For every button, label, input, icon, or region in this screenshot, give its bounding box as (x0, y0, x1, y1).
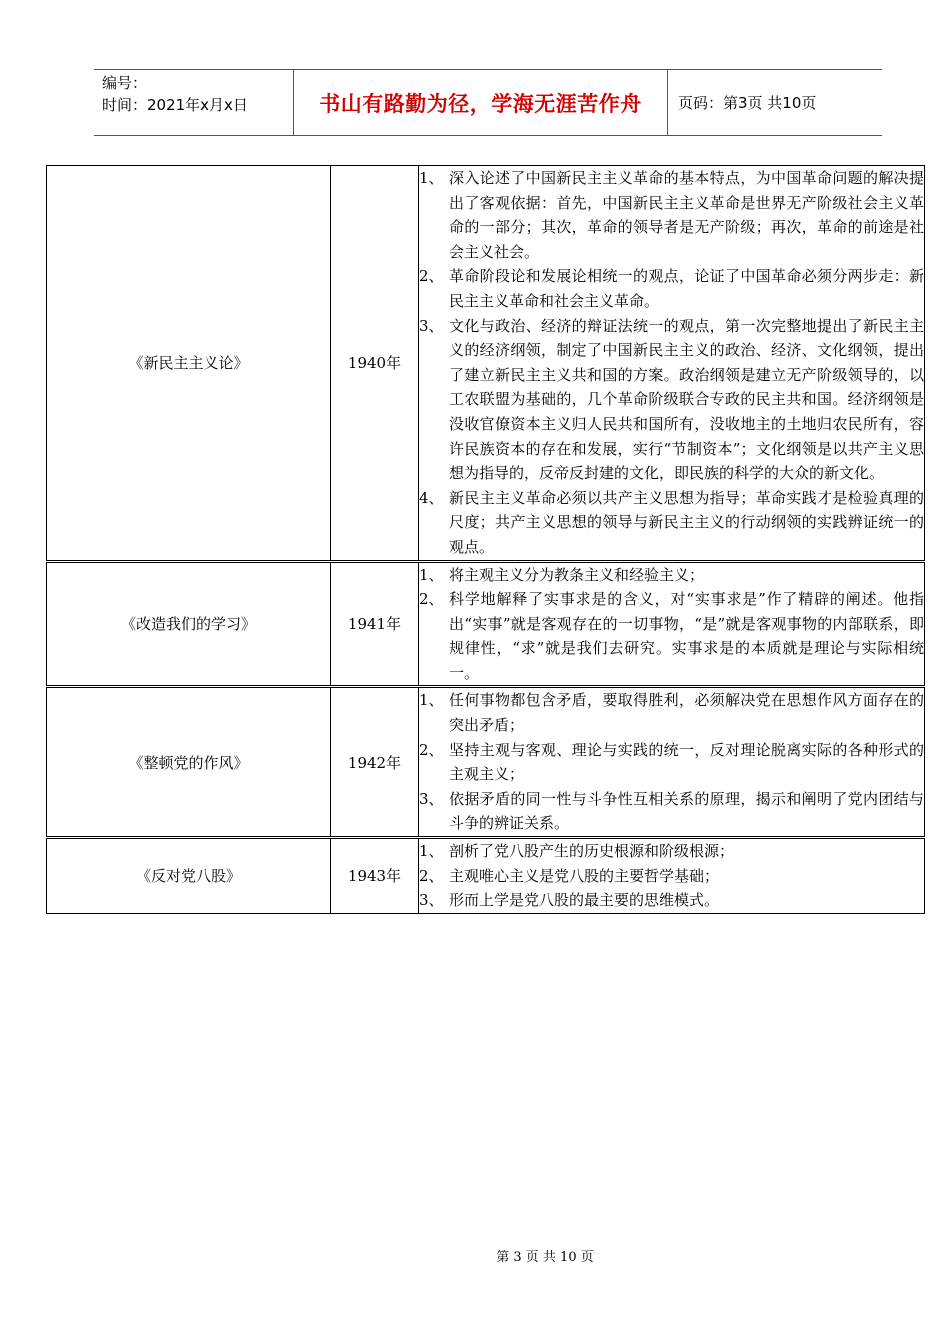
points-list (419, 839, 924, 913)
points-list (419, 563, 924, 686)
work-points (419, 561, 925, 687)
work-title: 《反对党八股》 (47, 838, 331, 914)
work-title: 《整顿党的作风》 (47, 687, 331, 838)
work-points (419, 687, 925, 838)
point-number: 1、 (419, 169, 444, 187)
list-item (419, 839, 924, 864)
list-item (419, 688, 924, 737)
point-number: 2、 (419, 740, 444, 759)
list-item (419, 314, 924, 486)
points-list (419, 166, 924, 560)
point-text: 革命阶段论和发展论相统一的观点，论证了中国革命必须分两步走：新民主主义革命和社会主义革命。 (449, 267, 924, 310)
time-label: 时间：2021年x月x日 (102, 96, 248, 114)
point-text: 文化与政治、经济的辩证法统一的观点，第一次完整地提出了新民主主义的经济纲领，制定了中国新民主主义的政治、经济、文化纲领，提出了建立新民主主义共和国的方案。政治纲领是建立无产阶级领导的，以工农联盟为基础的，几个革命阶级联合专政的民主共和国。经济纲领是没收官僚资本主义归人民共和国所有，没收地主的土地归农民所有，容许民族资本的存在和发展，实行“节制资本”；文化纲领是以共产主义思想为指导的，反帝反封建的文化，即民族的科学的大众的新文化。 (449, 316, 924, 483)
work-year: 1940年 (331, 166, 419, 562)
point-text: 将主观主义分为教条主义和经验主义； (449, 565, 705, 584)
point-number: 2、 (419, 590, 444, 609)
point-number: 4、 (419, 488, 444, 507)
list-item (419, 166, 924, 264)
point-text: 形而上学是党八股的最主要的思维模式。 (449, 891, 720, 910)
point-number: 3、 (419, 316, 444, 335)
work-points (419, 166, 925, 562)
point-number: 1、 (419, 691, 444, 710)
page-header (94, 69, 882, 136)
point-text: 深入论述了中国新民主主义革命的基本特点，为中国革命问题的解决提出了客观依据：首先，中国新民主主义革命是世界无产阶级社会主义革命的一部分；其次，革命的领导者是无产阶级；再次，革命的前途是社会主义社会。 (449, 169, 924, 261)
point-number: 3、 (419, 891, 444, 910)
list-item (419, 738, 924, 787)
work-year: 1943年 (331, 838, 419, 914)
header-motto: 书山有路勤为径，学海无涯苦作舟 (294, 70, 668, 135)
number-label: 编号： (102, 74, 148, 92)
work-title: 《新民主主义论》 (47, 166, 331, 562)
list-item (419, 264, 924, 313)
point-text: 依据矛盾的同一性与斗争性互相关系的原理，揭示和阐明了党内团结与斗争的辨证关系。 (449, 789, 924, 833)
list-item (419, 563, 924, 588)
list-item (419, 486, 924, 560)
page-footer: 第 3 页 共 10 页 (496, 1250, 594, 1265)
point-text: 任何事物都包含矛盾，要取得胜利，必须解决党在思想作风方面存在的突出矛盾； (449, 691, 924, 735)
point-text: 主观唯心主义是党八股的主要哲学基础； (449, 866, 720, 885)
point-number: 2、 (419, 267, 444, 286)
work-year: 1942年 (331, 687, 419, 838)
point-number: 2、 (419, 866, 444, 885)
point-number: 1、 (419, 565, 444, 584)
table-row (47, 838, 925, 914)
point-text: 新民主主义革命必须以共产主义思想为指导；革命实践才是检验真理的尺度；共产主义思想的领导与新民主主义的行动纲领的实践辨证统一的观点。 (449, 488, 924, 556)
work-year: 1941年 (331, 561, 419, 687)
list-item (419, 787, 924, 836)
point-text: 科学地解释了实事求是的含义，对“实事求是”作了精辟的阐述。他指出“实事”就是客观存在的一切事物，“是”就是客观事物的内部联系，即规律性，“求”就是我们去研究。实事求是的本质就是理论与实际相统一。 (449, 590, 924, 682)
work-points (419, 838, 925, 914)
list-item (419, 888, 924, 913)
works-table-body (47, 166, 925, 914)
point-number: 1、 (419, 842, 444, 861)
table-row (47, 687, 925, 838)
header-meta (94, 70, 294, 135)
list-item (419, 864, 924, 889)
header-page-info: 页码：第3页 共10页 (678, 94, 817, 112)
table-row (47, 166, 925, 562)
point-text: 坚持主观与客观、理论与实践的统一，反对理论脱离实际的各种形式的主观主义； (449, 740, 924, 784)
point-text: 剖析了党八股产生的历史根源和阶级根源； (449, 842, 735, 861)
list-item (419, 587, 924, 685)
points-list (419, 688, 924, 836)
work-title: 《改造我们的学习》 (47, 561, 331, 687)
works-table (46, 165, 925, 914)
table-row (47, 561, 925, 687)
point-number: 3、 (419, 789, 444, 808)
